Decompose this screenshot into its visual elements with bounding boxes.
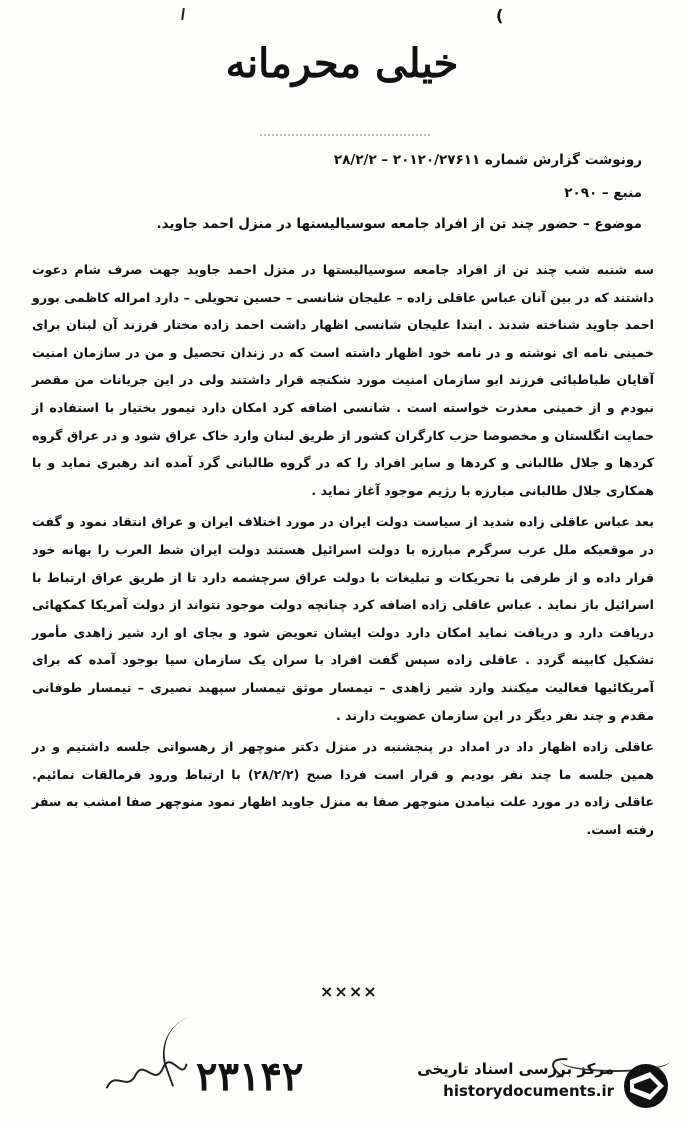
watermark-text bbox=[417, 1060, 614, 1100]
copy-reference-line: رونوشت گزارش شماره ۲۰۱۲۰/۲۷۶۱۱ – ۲۸/۲/۲ bbox=[333, 152, 642, 168]
watermark-url: historydocuments.ir bbox=[443, 1082, 614, 1100]
corner-mark: ( bbox=[496, 6, 504, 25]
report-paragraph-3: عاقلی زاده اظهار داد در امداد در پنجشنبه در منزل دکتر منوچهر از رهسواتی جلسه داشتیم و در همین جلسه ما چند نفر بودیم و قرار است فردا صبح (۲۸/۲/۲) با ارتباط ورود فرمالقات نمائیم. عاقلی زاده در مورد علت نیامدن منوچهر صفا به منزل جاوید اظهار نمود منوچهر صفا امشب به سفر رفته است. bbox=[32, 739, 654, 837]
pen-tick-mark bbox=[181, 8, 185, 20]
handwritten-number: ۲۳۱۴۲ bbox=[196, 1053, 304, 1100]
archive-watermark bbox=[402, 1060, 672, 1112]
faded-stamp-smudge bbox=[260, 118, 430, 136]
signature-scribble-icon bbox=[100, 1055, 193, 1098]
archive-logo-icon bbox=[620, 1062, 672, 1110]
report-body bbox=[32, 256, 654, 847]
closing-stars: ×××× bbox=[320, 982, 378, 1001]
subject-line: موضوع – حضور چند تن از افراد جامعه سوسیالیستها در منزل احمد جاوید. bbox=[156, 216, 642, 232]
classification-title: خیلی محرمانه bbox=[225, 40, 459, 87]
source-line: منبع – ۲۰۹۰ bbox=[564, 185, 642, 201]
report-paragraph-2: بعد عباس عاقلی زاده شدید از سیاست دولت ایران در مورد اختلاف ایران و عراق انتقاد نمود و گفت در موقعیکه ملل عرب سرگرم مبارزه با دولت اسرائیل هستند دولت ایران شط العرب را بهانه خود قرار داده و از طرفی با تحریکات و تبلیغات با دولت عراق سرچشمه دارد تا از طریق عراق ارتباط با اسرائیل باز نماید . عباس عاقلی زاده اضافه کرد چنانچه دولت موجود نتواند از دولت آمریکا کمکهائی دریافت دارد و دریافت نماید امکان دارد دولت ایشان تعویض شود و بجای او ارد شیر زاهدی مأمور تشکیل کابینه گردد . عاقلی زاده سپس گفت افراد با سران یک سازمان سیا بوجود آمده که برای آمریکائیها فعالیت میکنند وارد شیر زاهدی – تیمسار موثق تیمسار سپهبد نصیری – تیمسار طوفانی مقدم و چند نفر دیگر در این سازمان عضویت دارند . bbox=[32, 514, 654, 723]
report-paragraph-1: سه شنبه شب چند تن از افراد جامعه سوسیالیستها در منزل احمد جاوید جهت صرف شام دعوت داشتند که در بین آنان عباس عاقلی زاده – علیجان شانسی – حسین تحویلی – دارد امراله کاظمی بورو احمد جاوید شناخته شدند . ابتدا علیجان شانسی اظهار داشت احمد زاده مختار فرزند آن لبنان برای خمینی نامه ای نوشته و در نامه خود اظهار داشته است که در زندان تحصیل و من در سازمان امنیت آقایان طباطبائی فرزند ابو سازمان امنیت مورد شکنجه قرار داشتند ولی در این جریانات من مقصر نبودم و از خمینی معذرت خواسته است . شانسی اضافه کرد امکان دارد تیمور بختیار با استفاده از حمایت انگلستان و مخصوصا حزب کارگران کشور از طریق لبنان وارد خاک عراق شود و در عراق گروه کردها و جلال طالبانی و کردها و سایر افراد را که در گروه طالبانی گرد آمده اند رهبری نماید و با همکاری جلال طالبانی مبارزه با رژیم موجود آغاز نماید . bbox=[32, 262, 654, 498]
handwritten-signature bbox=[100, 1055, 194, 1104]
watermark-archive-name: مرکز بررسی اسناد تاریخی bbox=[417, 1060, 614, 1078]
